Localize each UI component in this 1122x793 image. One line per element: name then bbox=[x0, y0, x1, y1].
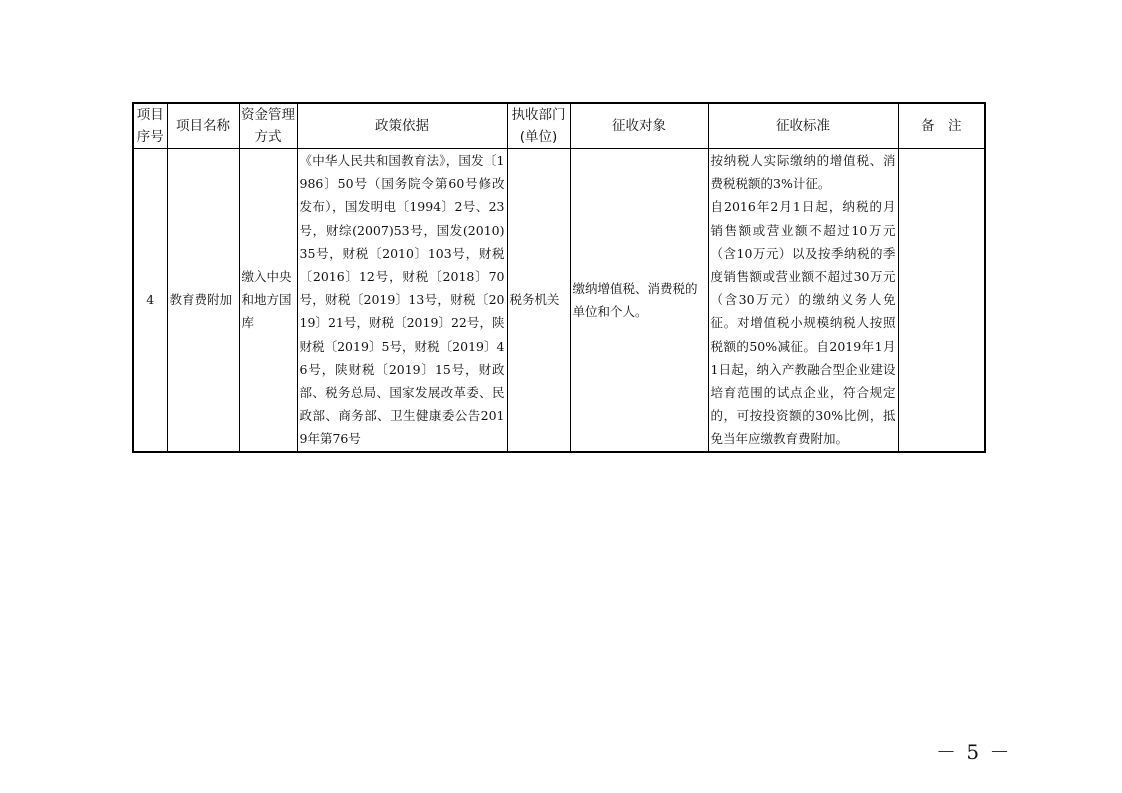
cell-standard bbox=[708, 149, 898, 452]
header-name: 项目名称 bbox=[167, 103, 239, 149]
header-row bbox=[133, 103, 985, 149]
standard-paragraph: 自2016年2月1日起，纳税的月销售额或营业额不超过10万元（含10万元）以及按季纳税的季度销售额或营业额不超过30万元（含30万元）的缴纳义务人免征。对增值税小规模纳税人按照税额的50%减征。自2019年1月1日起，纳入产教融合型企业建设培育范围的试点企业，符合规定的，可按投资额的30%比例，抵免当年应缴教育费附加。 bbox=[710, 199, 896, 447]
header-dept: 执收部门(单位) bbox=[507, 103, 570, 149]
header-mgmt: 资金管理方式 bbox=[239, 103, 297, 149]
cell-name: 教育费附加 bbox=[167, 149, 239, 452]
table-row bbox=[133, 149, 985, 452]
header-policy: 政策依据 bbox=[297, 103, 507, 149]
header-standard: 征收标准 bbox=[708, 103, 898, 149]
cell-target: 缴纳增值税、消费税的单位和个人。 bbox=[570, 149, 708, 452]
header-seq: 项目序号 bbox=[133, 103, 167, 149]
cell-remark bbox=[898, 149, 985, 452]
standard-paragraph: 按纳税人实际缴纳的增值税、消费税税额的3%计征。 bbox=[710, 153, 896, 192]
cell-policy: 《中华人民共和国教育法》，国发〔1986〕50号（国务院令第60号修改发布），国发明电〔1994〕2号、23号，财综(2007)53号，国发(2010)35号，财税〔2010〕103号，财税〔2016〕12号，财税〔2018〕70号，财税〔2019〕13号，财税〔2019〕21号，财税〔2019〕22号，陕财税〔2019〕5号，财税〔2019〕46号，陕财税〔2019〕15号，财政部、税务总局、国家发展改革委、民政部、商务部、卫生健康委公告2019年第76号 bbox=[297, 149, 507, 452]
page-number: － 5 － bbox=[936, 740, 1012, 764]
cell-mgmt: 缴入中央和地方国库 bbox=[239, 149, 297, 452]
header-remark: 备 注 bbox=[898, 103, 985, 149]
fee-table bbox=[132, 102, 986, 453]
cell-seq: 4 bbox=[133, 149, 167, 452]
cell-dept: 税务机关 bbox=[507, 149, 570, 452]
header-target: 征收对象 bbox=[570, 103, 708, 149]
